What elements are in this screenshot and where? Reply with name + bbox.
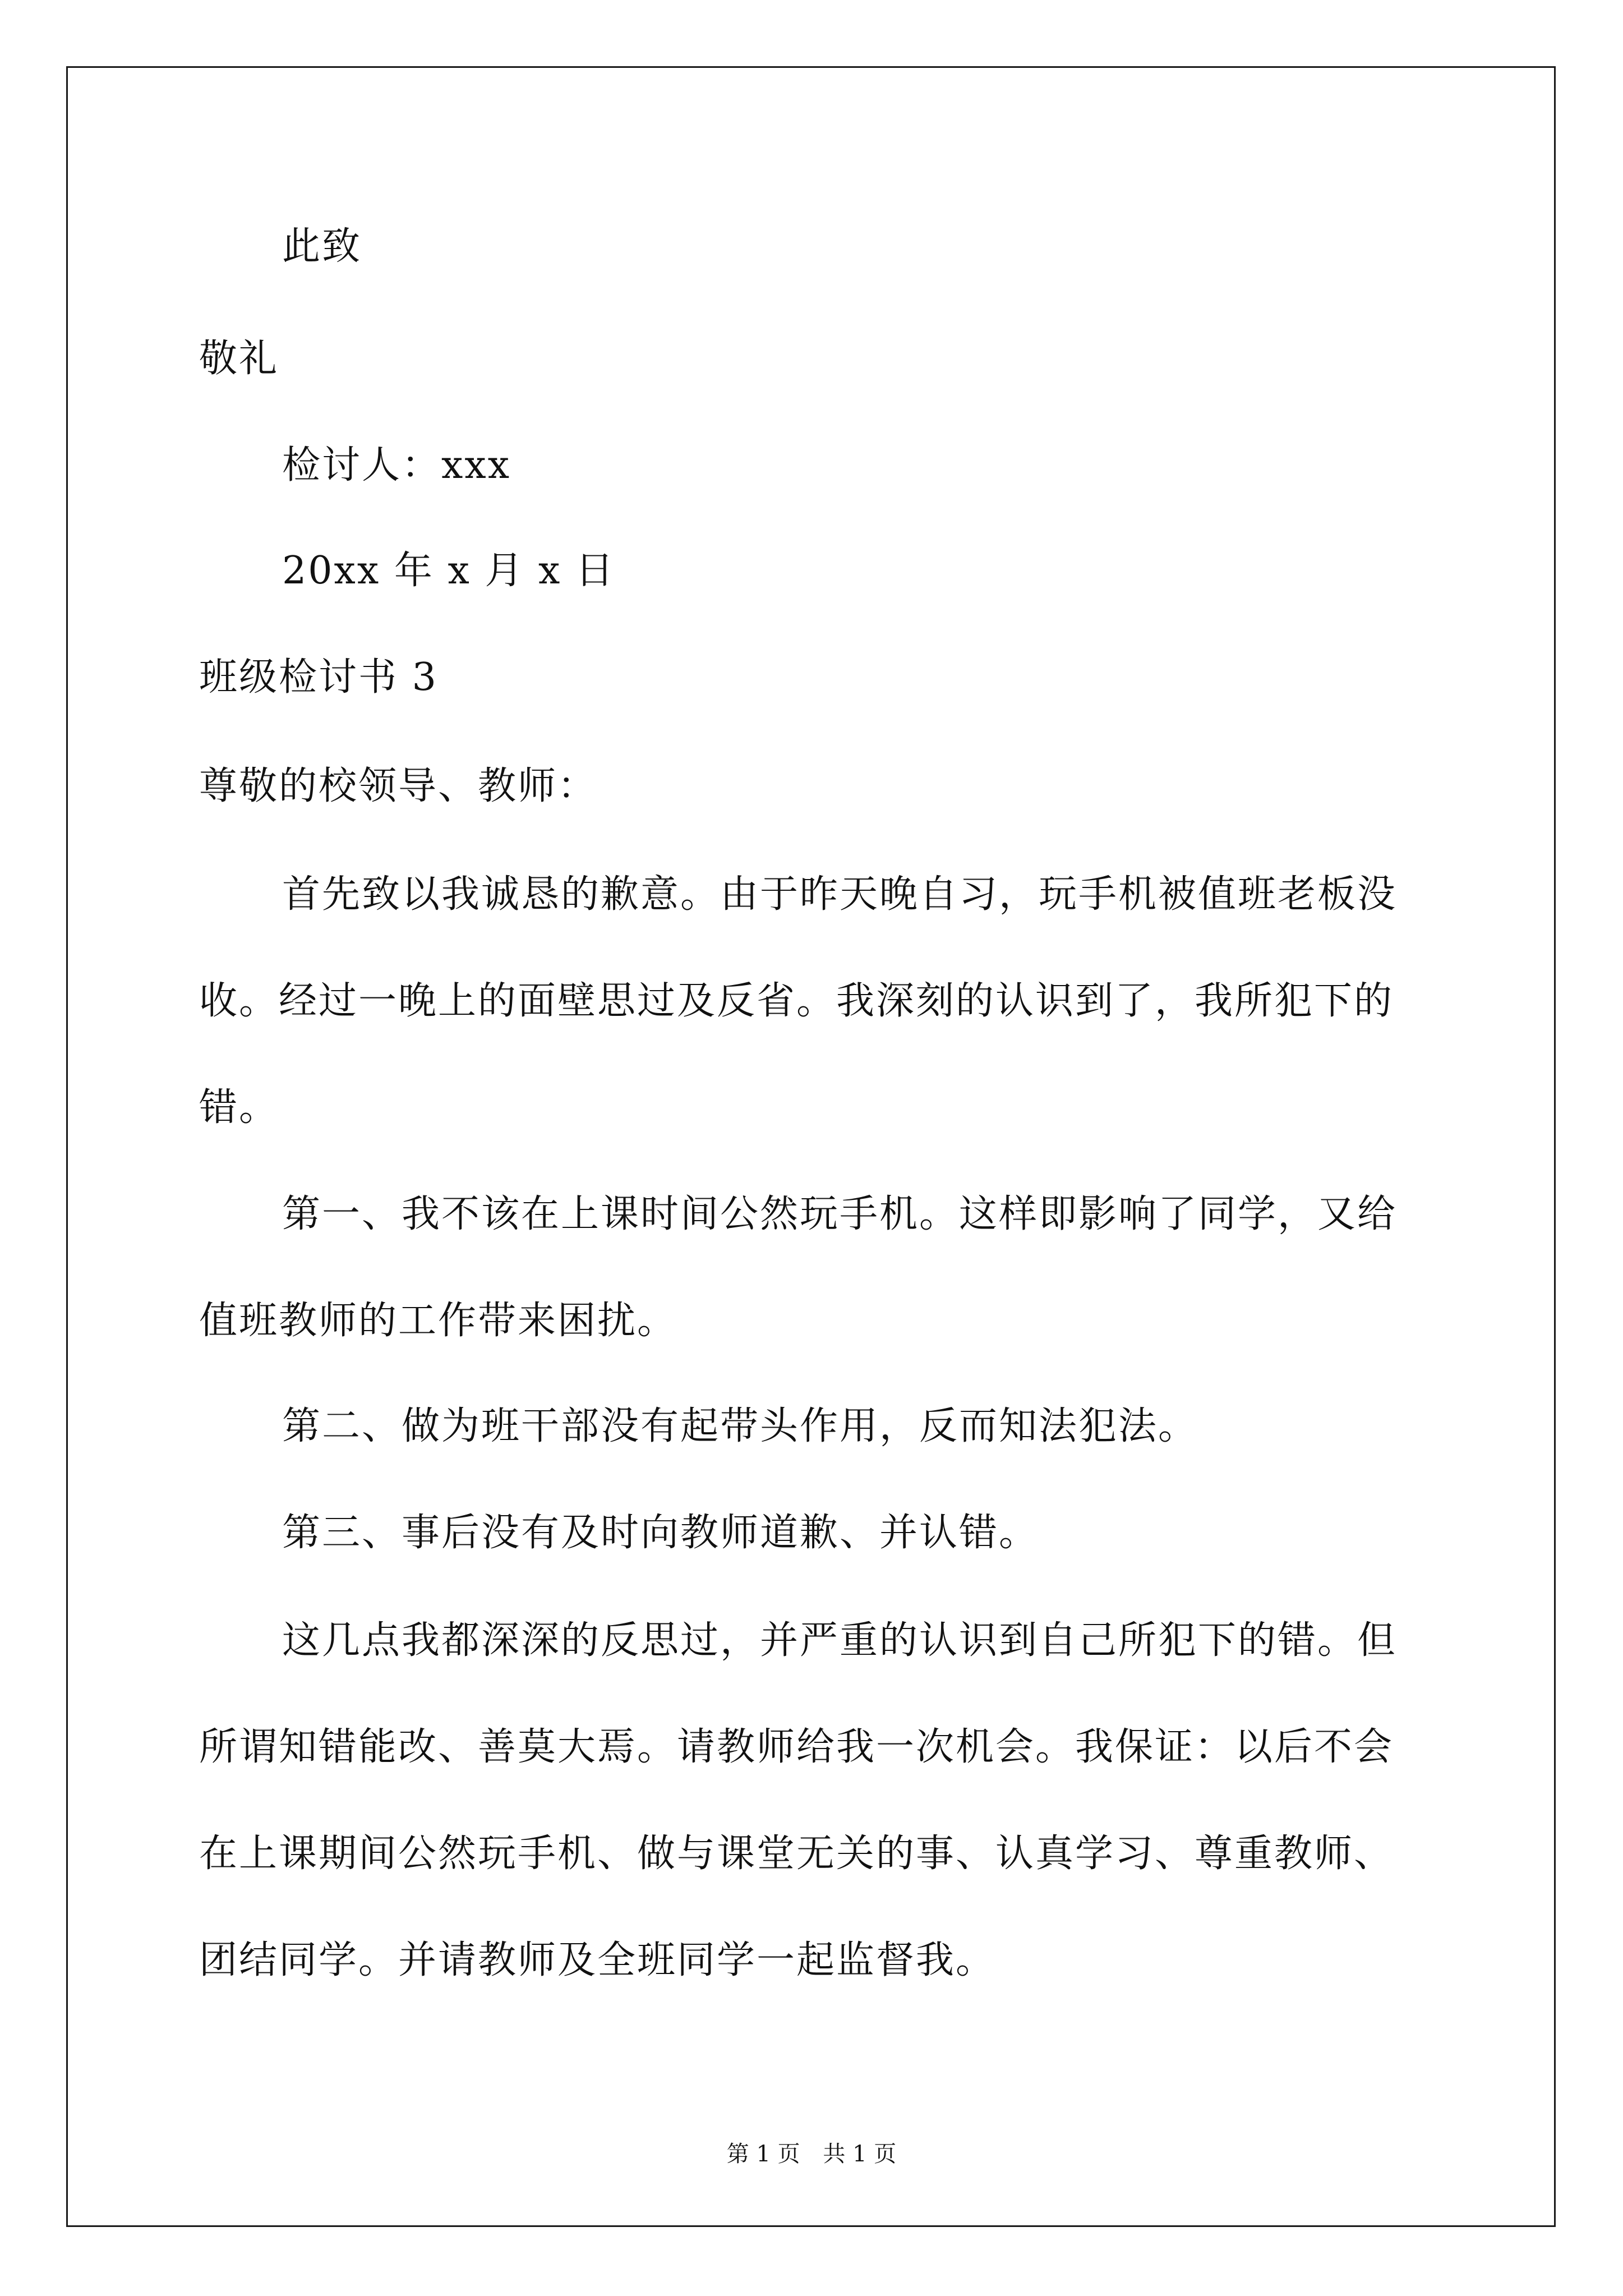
closing-regards: 敬礼 [199,337,279,381]
paragraph-line: 所谓知错能改、善莫大焉。请教师给我一次机会。我保证：以后不会 [199,1725,1394,1769]
paragraph-line: 团结同学。并请教师及全班同学一起监督我。 [199,1938,996,1982]
paragraph-line: 收。经过一晚上的面壁思过及反省。我深刻的认识到了，我所犯下的 [199,979,1394,1023]
paragraph-line: 这几点我都深深的反思过，并严重的认识到自己所犯下的错。但 [282,1618,1398,1663]
page-total: 共 1 页 [823,2141,897,2167]
paragraph-line: 第二、做为班干部没有起带头作用，反而知法犯法。 [282,1404,1198,1448]
section-title: 班级检讨书 3 [199,655,438,700]
paragraph-line: 错。 [199,1085,279,1130]
closing-salutation: 此致 [282,224,362,269]
signature-line: 检讨人：xxx [282,443,511,487]
page-number: 第 1 页 [726,2141,800,2167]
addressee-line: 尊敬的校领导、教师： [199,764,598,808]
paragraph-line: 首先致以我诚恳的歉意。由于昨天晚自习，玩手机被值班老板没 [282,872,1398,917]
paragraph-line: 在上课期间公然玩手机、做与课堂无关的事、认真学习、尊重教师、 [199,1832,1394,1876]
date-line: 20xx 年 x 月 x 日 [282,549,616,593]
page-border [66,66,1556,2227]
paragraph-line: 第一、我不该在上课时间公然玩手机。这样即影响了同学，又给 [282,1192,1398,1236]
paragraph-line: 第三、事后没有及时向教师道歉、并认错。 [282,1511,1039,1555]
paragraph-line: 值班教师的工作带来困扰。 [199,1299,677,1343]
page-footer [0,2141,1623,2168]
